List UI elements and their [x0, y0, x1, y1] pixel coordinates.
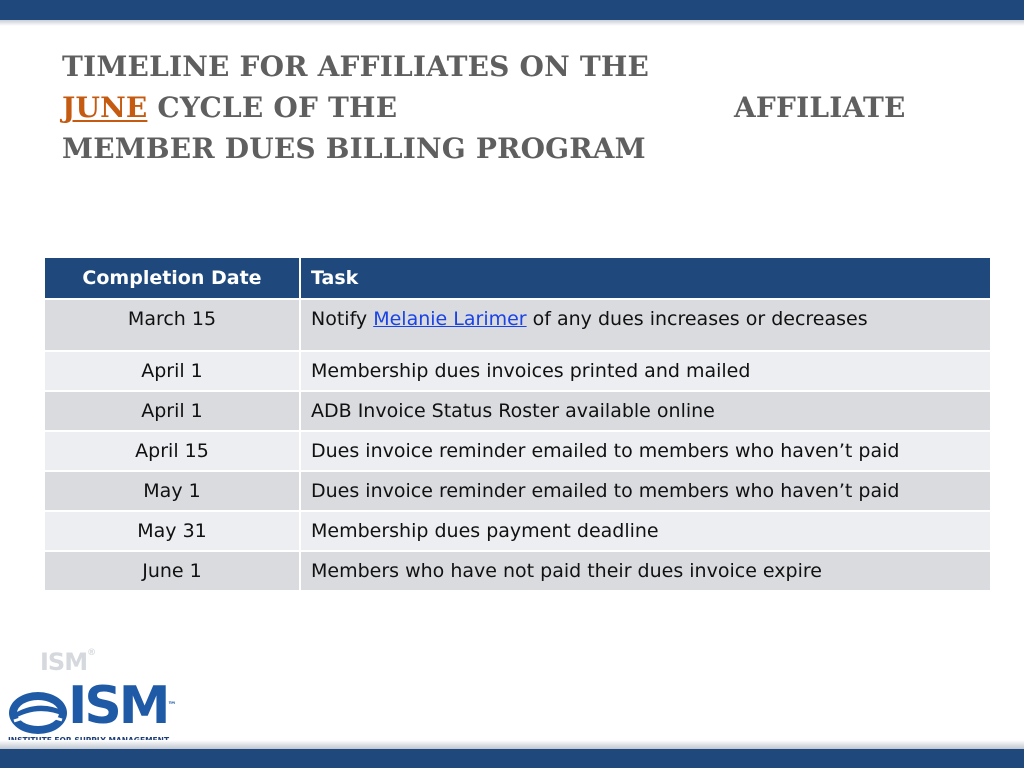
trademark-mark: ™ [167, 701, 177, 711]
column-header-task: Task [300, 257, 991, 299]
title-line-1: TIMELINE FOR AFFILIATES ON THE [62, 50, 650, 83]
ism-watermark-text: ISM [40, 648, 88, 676]
task-cell: Members who have not paid their dues invoice expire [300, 551, 991, 591]
table-row [44, 351, 991, 391]
completion-date-cell: April 15 [44, 431, 300, 471]
slide-title [62, 46, 942, 169]
task-cell: Membership dues payment deadline [300, 511, 991, 551]
completion-date-cell: May 1 [44, 471, 300, 511]
title-line-2-text: CYCLE OF THE [157, 91, 398, 124]
task-text-after: of any dues increases or decreases [526, 308, 868, 330]
completion-date-cell: June 1 [44, 551, 300, 591]
task-cell: Membership dues invoices printed and mailed [300, 351, 991, 391]
completion-date-cell: May 31 [44, 511, 300, 551]
ism-swoosh-icon [8, 690, 70, 736]
timeline-table [43, 256, 992, 592]
task-text-before: Notify [311, 308, 374, 330]
completion-date-cell: March 15 [44, 299, 300, 351]
melanie-larimer-link[interactable]: Melanie Larimer [373, 308, 527, 330]
title-line-3: MEMBER DUES BILLING PROGRAM [62, 132, 646, 165]
table-row [44, 471, 991, 511]
top-banner-bar [0, 0, 1024, 20]
ism-logo-wordmark [68, 676, 177, 736]
bottom-banner-bar [0, 749, 1024, 768]
title-line-2 [62, 87, 942, 128]
ism-watermark-logo [40, 648, 95, 676]
table-row [44, 299, 991, 351]
table-row [44, 431, 991, 471]
ism-logo-text: ISM [68, 676, 168, 736]
task-cell: Dues invoice reminder emailed to members who haven’t paid [300, 431, 991, 471]
table-row [44, 551, 991, 591]
ism-logo [8, 646, 188, 748]
table-header-row [44, 257, 991, 299]
task-cell [300, 299, 991, 351]
top-banner-shadow [0, 20, 1024, 26]
registered-mark: ® [87, 648, 96, 658]
completion-date-cell: April 1 [44, 351, 300, 391]
table-row [44, 511, 991, 551]
task-cell: Dues invoice reminder emailed to members who haven’t paid [300, 471, 991, 511]
completion-date-cell: April 1 [44, 391, 300, 431]
task-cell: ADB Invoice Status Roster available online [300, 391, 991, 431]
title-affiliate-word: AFFILIATE [734, 91, 906, 124]
title-june-highlight: JUNE [62, 91, 148, 124]
table-row [44, 391, 991, 431]
column-header-completion-date: Completion Date [44, 257, 300, 299]
bottom-banner-shadow [0, 740, 1024, 749]
